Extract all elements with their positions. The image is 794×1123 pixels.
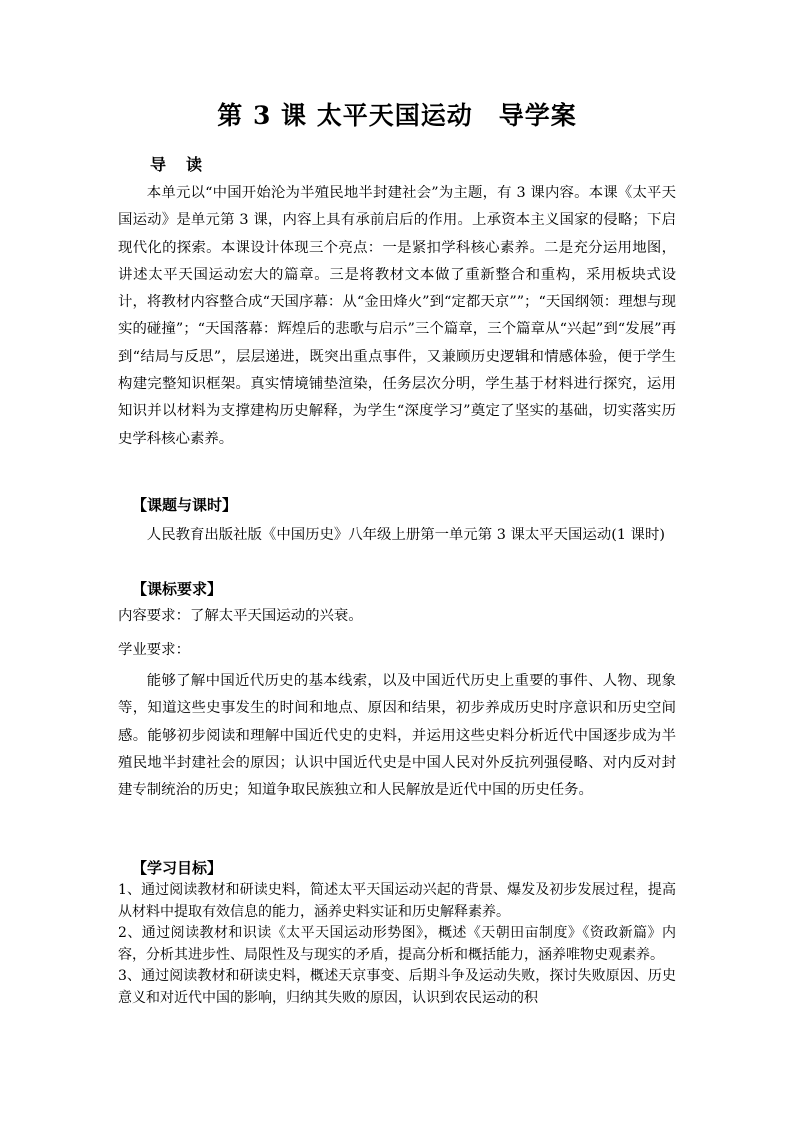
topic-hours-heading: 【课题与课时】: [132, 496, 238, 514]
learning-objectives-list: [118, 880, 676, 1009]
reading-guide-heading: 导读: [150, 155, 223, 174]
objective-item: 1、通过阅读教材和研读史料，简述太平天国运动兴起的背景、爆发及初步发展过程，提高从材料中提取有效信息的能力，涵养史料实证和历史解释素养。: [118, 882, 676, 920]
content-requirement: 内容要求：了解太平天国运动的兴衰。: [118, 608, 363, 624]
curriculum-standards-heading: 【课标要求】: [132, 580, 223, 598]
learning-objectives-heading: 【学习目标】: [132, 859, 223, 877]
academic-requirement-label: 学业要求：: [118, 642, 190, 658]
academic-requirement-paragraph: 能够了解中国近代历史的基本线索，以及中国近代历史上重要的事件、人物、现象等，知道这些史事发生的时间和地点、原因和结果，初步养成历史时序意识和历史空间感。能够初步阅读和理解中国近代史的史料，并运用这些史料分析近代中国逐步成为半殖民地半封建社会的原因；认识中国近代史是中国人民对外反抗列强侵略、对内反对封建专制统治的历史；知道争取民族独立和人民解放是近代中国的历史任务。: [118, 673, 676, 799]
objective-item: 2、通过阅读教材和识读《太平天国运动形势图》，概述《天朝田亩制度》《资政新篇》内容，分析其进步性、局限性及与现实的矛盾，提高分析和概括能力，涵养唯物史观素养。: [118, 925, 676, 963]
page-title: 第 3 课 太平天国运动 导学案: [217, 101, 577, 130]
intro-paragraph: 本单元以“中国开始沦为半殖民地半封建社会”为主题，有 3 课内容。本课《太平天国运动》是单元第 3 课，内容上具有承前启后的作用。上承资本主义国家的侵略；下启现代化的探索。本课设计体现三个亮点：一是紧扣学科核心素养。二是充分运用地图，讲述太平天国运动宏大的篇章。三是将教材文本做了重新整合和重构，采用板块式设计，将教材内容整合成“天国序幕：从“金田烽火”到“定都天京””；“天国纲领：理想与现实的碰撞”；“天国落幕：辉煌后的悲歌与启示”三个篇章，三个篇章从“兴起”到“发展”再到“结局与反思”，层层递进，既突出重点事件，又兼顾历史逻辑和情感体验，便于学生构建完整知识框架。真实情境铺垫渲染，任务层次分明，学生基于材料进行探究，运用知识并以材料为支撑建构历史解释，为学生“深度学习”奠定了坚实的基础，切实落实历史学科核心素养。: [118, 185, 676, 447]
objective-item: 3、通过阅读教材和研读史料，概述天京事变、后期斗争及运动失败，探讨失败原因、历史意义和对近代中国的影响，归纳其失败的原因，认识到农民运动的积: [118, 968, 676, 1006]
edition-paragraph: 人民教育出版社版《中国历史》八年级上册第一单元第 3 课太平天国运动(1 课时): [146, 527, 665, 543]
